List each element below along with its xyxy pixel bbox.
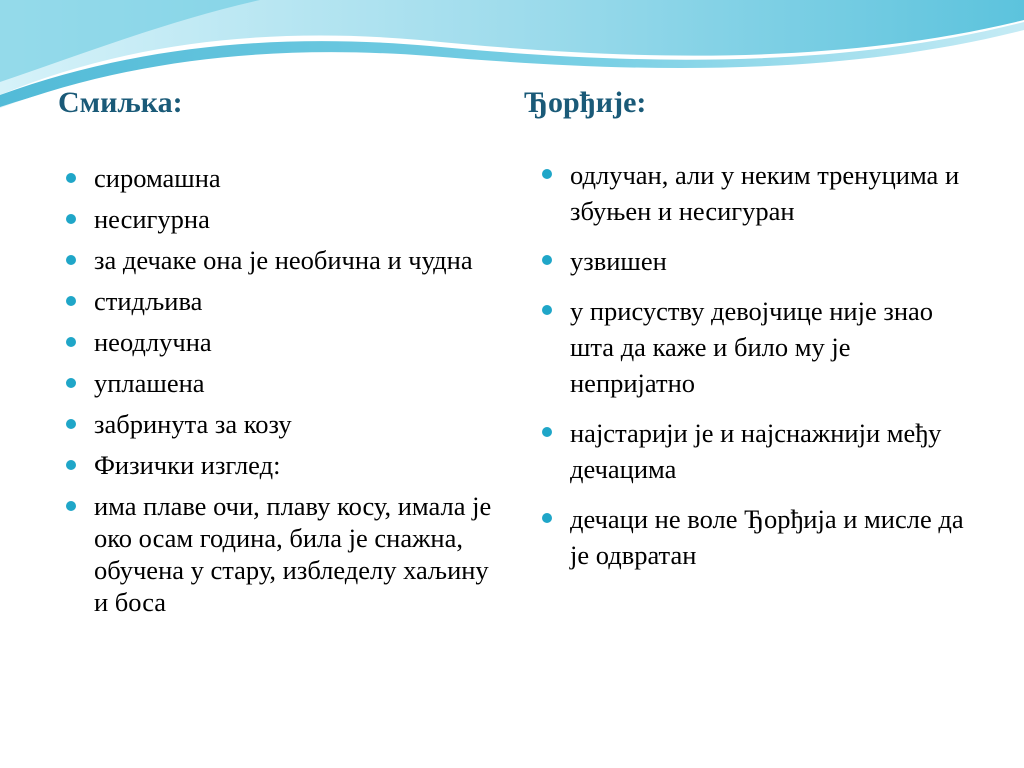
list-item <box>64 244 494 276</box>
circle-bullet-icon <box>542 169 552 179</box>
circle-bullet-icon <box>542 427 552 437</box>
smiljka-traits-list <box>64 162 494 627</box>
circle-bullet-icon <box>66 419 76 429</box>
list-item-text: уплашена <box>94 368 205 398</box>
list-item-text: најстарији је и најснажнији међу дечацима <box>570 418 942 484</box>
list-item <box>64 285 494 317</box>
circle-bullet-icon <box>542 513 552 523</box>
list-item-text: има плаве очи, плаву косу, имала је око осам година, била је снажна, обучена у стару, избледелу хаљину и боса <box>94 491 492 617</box>
list-item-text: забринута за козу <box>94 409 292 439</box>
circle-bullet-icon <box>542 305 552 315</box>
list-item <box>64 490 494 618</box>
djordjije-traits-list <box>540 157 980 587</box>
list-item-text: дечаци не воле Ђорђија и мисле да је одвратан <box>570 504 964 570</box>
circle-bullet-icon <box>66 337 76 347</box>
list-item-text: у присуству девојчице није знао шта да каже и било му је непријатно <box>570 296 934 398</box>
list-item <box>64 326 494 358</box>
circle-bullet-icon <box>542 255 552 265</box>
circle-bullet-icon <box>66 501 76 511</box>
list-item <box>64 367 494 399</box>
list-item <box>540 501 980 573</box>
circle-bullet-icon <box>66 255 76 265</box>
list-item <box>64 203 494 235</box>
list-item-text: одлучан, али у неким тренуцима и збуњен и несигуран <box>570 160 960 226</box>
circle-bullet-icon <box>66 214 76 224</box>
list-item-text: несигурна <box>94 204 210 234</box>
list-item-text: неодлучна <box>94 327 212 357</box>
list-item <box>540 243 980 279</box>
circle-bullet-icon <box>66 460 76 470</box>
djordjije-heading: Ђорђије: <box>524 86 647 119</box>
list-item <box>64 162 494 194</box>
circle-bullet-icon <box>66 378 76 388</box>
list-item-text: сиромашна <box>94 163 221 193</box>
list-item-text: за дечаке она је необична и чудна <box>94 245 473 275</box>
list-item-text: узвишен <box>570 246 667 276</box>
list-item <box>64 449 494 481</box>
list-item-text: Физички изглед: <box>94 450 281 480</box>
list-item-text: стидљива <box>94 286 203 316</box>
list-item <box>540 157 980 229</box>
circle-bullet-icon <box>66 296 76 306</box>
list-item <box>540 293 980 401</box>
list-item <box>64 408 494 440</box>
smiljka-heading: Смиљка: <box>58 86 183 119</box>
list-item <box>540 415 980 487</box>
circle-bullet-icon <box>66 173 76 183</box>
